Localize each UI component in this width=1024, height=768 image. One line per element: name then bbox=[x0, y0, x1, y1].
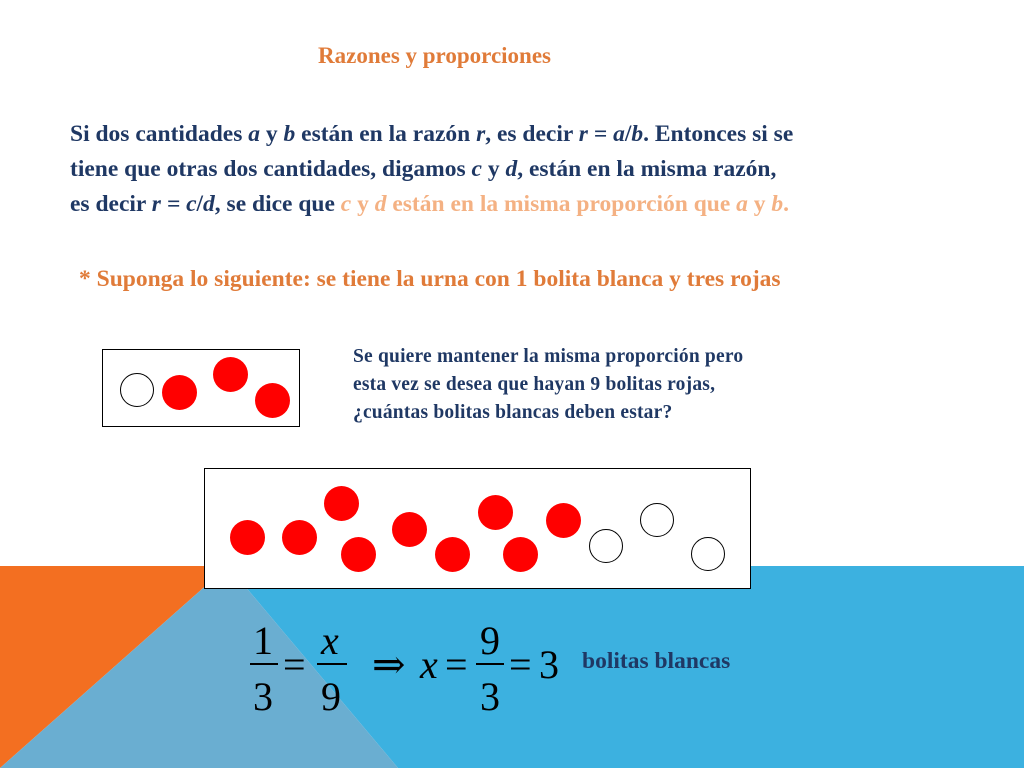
suppose-text: * Suponga lo siguiente: se tiene la urna con 1 bolita blanca y tres rojas bbox=[79, 266, 781, 292]
result-value: 3 bbox=[539, 642, 559, 687]
red-ball bbox=[341, 537, 376, 572]
question-text: Se quiere mantener la misma proporción pero esta vez se desea que hayan 9 bolitas rojas, ¿cuántas bolitas blancas deben estar? bbox=[353, 346, 744, 423]
fraction-3-denominator: 3 bbox=[480, 674, 500, 719]
red-ball bbox=[478, 495, 513, 530]
equals-sign-2: = bbox=[445, 642, 468, 687]
red-ball bbox=[324, 486, 359, 521]
small-urn bbox=[102, 349, 300, 427]
fraction-2-denominator: 9 bbox=[321, 674, 341, 719]
implies-arrow: ⇒ bbox=[372, 642, 406, 687]
fraction-1-bar bbox=[250, 663, 278, 665]
white-ball bbox=[120, 373, 154, 407]
red-ball bbox=[392, 512, 427, 547]
white-ball bbox=[691, 537, 725, 571]
fraction-1-numerator: 1 bbox=[253, 618, 273, 663]
slide-title: Razones y proporciones bbox=[318, 43, 551, 68]
definition-line-2: tiene que otras dos cantidades, digamos c y d, están en la misma razón, bbox=[70, 156, 777, 182]
definition-line-3: es decir r = c/d, se dice que c y d están en la misma proporción que a y b. bbox=[70, 191, 790, 217]
red-ball bbox=[255, 383, 290, 418]
fraction-2-bar bbox=[317, 663, 347, 665]
white-ball bbox=[640, 503, 674, 537]
red-ball bbox=[230, 520, 265, 555]
red-ball bbox=[213, 357, 248, 392]
large-urn bbox=[204, 468, 751, 589]
definition-paragraph bbox=[70, 117, 970, 222]
equals-sign-3: = bbox=[509, 642, 532, 687]
red-ball bbox=[503, 537, 538, 572]
fraction-2-numerator: x bbox=[321, 618, 339, 663]
red-ball bbox=[435, 537, 470, 572]
red-ball bbox=[546, 503, 581, 538]
fraction-3-numerator: 9 bbox=[480, 618, 500, 663]
white-ball bbox=[589, 529, 623, 563]
result-label: bolitas blancas bbox=[582, 648, 731, 674]
fraction-1-denominator: 3 bbox=[253, 674, 273, 719]
red-ball bbox=[282, 520, 317, 555]
red-ball bbox=[162, 375, 197, 410]
equals-sign-1: = bbox=[283, 642, 306, 687]
highlighted-proportion-text: c y d están en la misma proporción que a y b. bbox=[340, 191, 790, 217]
variable-x: x bbox=[420, 642, 438, 687]
definition-line-1: Si dos cantidades a y b están en la razón r, es decir r = a/b. Entonces si se bbox=[70, 121, 794, 147]
fraction-3-bar bbox=[476, 663, 504, 665]
